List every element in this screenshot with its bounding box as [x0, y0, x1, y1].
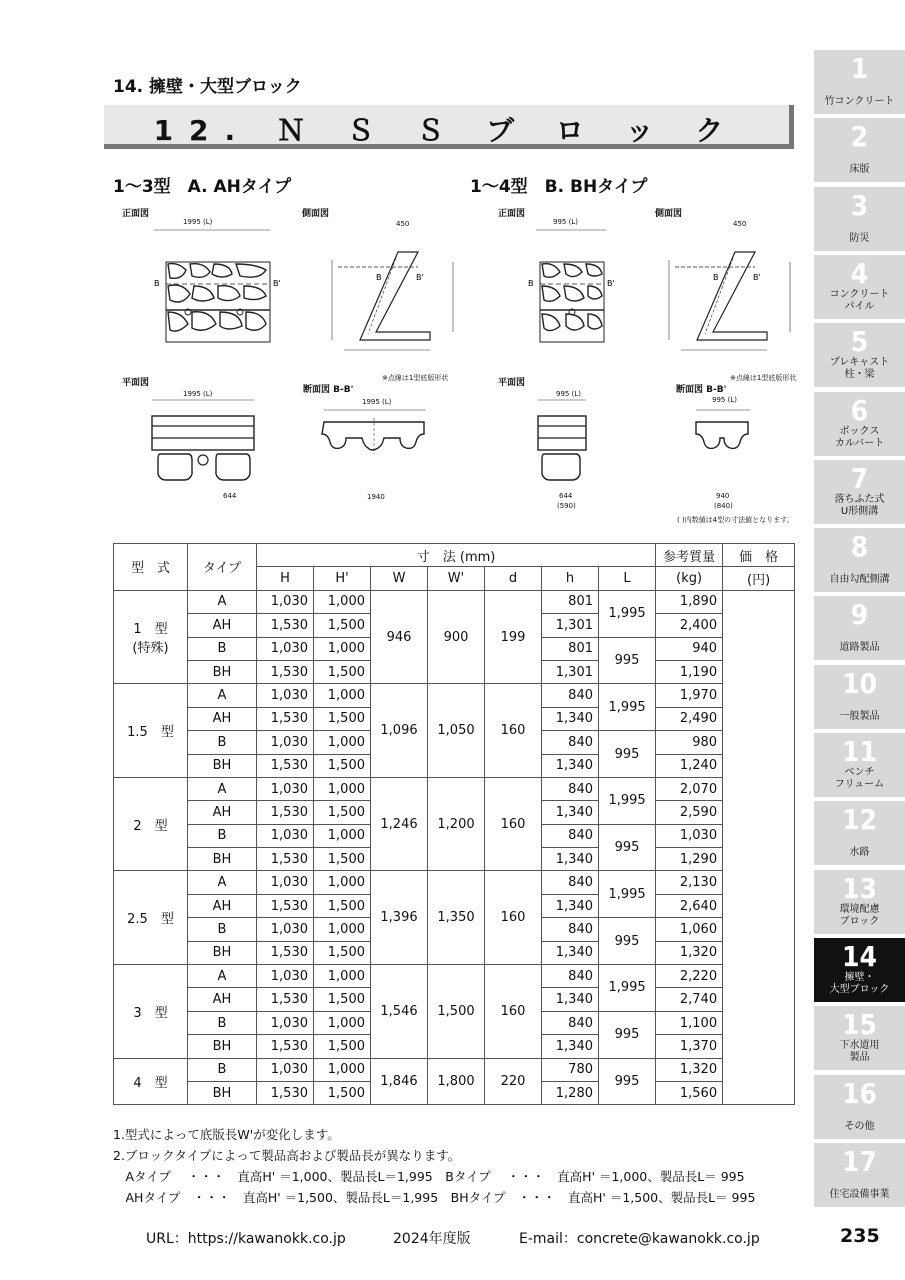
sidebar-tab-5[interactable] — [814, 323, 905, 387]
table-cell: 1,500 — [314, 988, 371, 1011]
side-view-label-a: 側面図 — [302, 209, 330, 219]
note-line: 2.ブロックタイプによって製品高および製品長が異なります。 — [113, 1148, 461, 1163]
table-cell: 1,000 — [314, 824, 371, 847]
section-label: 14. 擁壁・大型ブロック — [113, 77, 302, 97]
sidebar-tab-number: 12 — [841, 803, 878, 837]
sidebar-tab-label: その他 — [844, 1120, 875, 1132]
table-cell: 1,000 — [314, 965, 371, 988]
section-b-drawing — [690, 408, 760, 488]
table-cell: 840 — [542, 965, 599, 988]
dim-450-a: 450 — [396, 220, 410, 228]
footer-email[interactable]: E-mail：concrete@kawanokk.co.jp — [519, 1231, 760, 1247]
table-cell: 780 — [542, 1058, 599, 1081]
sidebar-tab-12[interactable] — [814, 801, 905, 865]
table-cell: 1,301 — [542, 660, 599, 683]
sidebar-tab-number: 1 — [850, 52, 869, 85]
sidebar-tab-label: 水路 — [849, 847, 870, 859]
sidebar-tab-number: 6 — [850, 393, 869, 427]
table-cell: 2 型 — [114, 777, 188, 871]
svg-text:B': B' — [273, 279, 281, 288]
sidebar-tab-number: 4 — [850, 256, 869, 290]
table-cell: 1,500 — [314, 707, 371, 730]
table-cell: 1,530 — [257, 1035, 314, 1058]
table-cell: 1,320 — [656, 1058, 723, 1081]
table-cell: 1,050 — [428, 684, 485, 778]
table-cell: 1,340 — [542, 894, 599, 917]
sidebar-tab-number: 9 — [850, 598, 869, 632]
table-cell: 1,500 — [428, 965, 485, 1059]
table-cell: 1,280 — [542, 1081, 599, 1104]
table-cell: 1,530 — [257, 754, 314, 777]
sidebar-tab-number: 8 — [850, 530, 869, 564]
table-cell: A — [188, 965, 257, 988]
table-cell: 1,320 — [656, 941, 723, 964]
sidebar-tab-number: 3 — [850, 188, 869, 222]
table-cell: 1,000 — [314, 777, 371, 800]
sidebar-tab-label: 擁壁・ 大型ブロック — [829, 971, 890, 995]
table-cell: 1,530 — [257, 1081, 314, 1104]
sidebar-tab-label: 落ちふた式 U形側溝 — [834, 493, 885, 517]
table-cell: 160 — [485, 684, 542, 778]
table-cell: 1,190 — [656, 660, 723, 683]
table-cell: 1,995 — [599, 590, 656, 637]
dim-1995-front: 1995 (L) — [183, 218, 213, 226]
table-cell: A — [188, 871, 257, 894]
dim-1995-plan: 1995 (L) — [183, 390, 213, 398]
table-cell: B — [188, 637, 257, 660]
table-cell: 1,340 — [542, 848, 599, 871]
table-cell: 1,560 — [656, 1081, 723, 1104]
table-cell: 1,301 — [542, 614, 599, 637]
table-cell: 995 — [599, 824, 656, 871]
dim-644-b: 644 — [223, 492, 237, 500]
note-line: AHタイプ ・・・ 直高H' ＝1,500、製品長L＝1,995 BHタイプ ・・・ 直高H' ＝1,500、製品長L＝ 995 — [113, 1190, 756, 1205]
section-a-drawing — [318, 408, 433, 488]
table-cell: 1,000 — [314, 1058, 371, 1081]
table-cell: 1,200 — [428, 777, 485, 871]
table-cell: 801 — [542, 590, 599, 613]
table-cell: BH — [188, 848, 257, 871]
table-cell: 1,030 — [257, 637, 314, 660]
table-cell: 1,546 — [371, 965, 428, 1059]
header-price: 価 格 — [723, 544, 795, 567]
table-cell: 1,246 — [371, 777, 428, 871]
table-row — [114, 777, 795, 800]
table-cell: 1,000 — [314, 1011, 371, 1034]
plan-view-b-drawing — [520, 398, 600, 498]
sidebar-tab-label: 竹コンクリート — [824, 96, 895, 107]
table-cell: 995 — [599, 918, 656, 965]
sidebar-tab-number: 13 — [841, 871, 878, 905]
note-inner-values: ( )内数値は4型の寸法値となります。 — [677, 516, 794, 524]
title-bar — [104, 105, 794, 149]
sidebar-tab-13[interactable] — [814, 870, 905, 934]
table-row — [114, 965, 795, 988]
table-cell: 1,000 — [314, 731, 371, 754]
table-cell: 1.5 型 — [114, 684, 188, 778]
dim-1940: 1940 — [367, 493, 385, 501]
table-cell: 1,100 — [656, 1011, 723, 1034]
table-cell: AH — [188, 707, 257, 730]
table-cell: 1,530 — [257, 988, 314, 1011]
table-cell: 840 — [542, 777, 599, 800]
table-cell: 1,530 — [257, 848, 314, 871]
notes — [113, 1124, 755, 1208]
sidebar-tab-1[interactable] — [814, 50, 905, 114]
sidebar-tab-3[interactable] — [814, 187, 905, 251]
table-cell: 1,340 — [542, 801, 599, 824]
header-type: 型 式 — [114, 544, 188, 591]
table-cell: AH — [188, 801, 257, 824]
dim-644-a: 644 — [559, 492, 573, 500]
table-cell: 1,340 — [542, 754, 599, 777]
sidebar-tab-number: 7 — [850, 461, 869, 495]
table-row — [114, 1058, 795, 1081]
table-cell: 1,340 — [542, 988, 599, 1011]
dim-995-front: 995 (L) — [553, 218, 578, 226]
table-row — [114, 684, 795, 707]
table-cell: 1,000 — [314, 684, 371, 707]
dim-450-b: 450 — [733, 220, 747, 228]
table-cell: AH — [188, 988, 257, 1011]
type-b-heading: 1～4型 B. BHタイプ — [470, 177, 648, 197]
table-cell: A — [188, 590, 257, 613]
table-cell: 1,500 — [314, 801, 371, 824]
header-dims: 寸 法 (mm) — [257, 544, 656, 567]
table-cell: 160 — [485, 965, 542, 1059]
side-view-a-drawing — [318, 222, 468, 372]
header-col-L: L — [599, 567, 656, 590]
table-cell: 1,030 — [257, 918, 314, 941]
table-cell: 1,970 — [656, 684, 723, 707]
sidebar-tab-number: 5 — [850, 325, 869, 359]
header-col-d: d — [485, 567, 542, 590]
table-cell: 840 — [542, 684, 599, 707]
sidebar-tab-14[interactable] — [814, 938, 905, 1002]
svg-text:B: B — [713, 273, 719, 282]
table-cell: 1,500 — [314, 1081, 371, 1104]
table-cell: BH — [188, 1035, 257, 1058]
sidebar-tab-number: 16 — [841, 1076, 878, 1110]
table-cell: 1,500 — [314, 894, 371, 917]
table-cell: 1,030 — [257, 1011, 314, 1034]
sidebar-tab-2[interactable] — [814, 118, 905, 182]
sidebar-tab-10[interactable] — [814, 665, 905, 729]
sidebar-tab-label: 下水道用 製品 — [839, 1040, 880, 1064]
sidebar-tab-label: 住宅設備事業 — [829, 1188, 890, 1200]
table-cell: 1,500 — [314, 614, 371, 637]
sidebar-tab-number: 15 — [841, 1008, 878, 1042]
table-cell: 2,640 — [656, 894, 723, 917]
table-cell: 1,530 — [257, 707, 314, 730]
header-kind: タイプ — [188, 544, 257, 591]
page-number: 235 — [840, 1225, 880, 1247]
table-cell: 1,030 — [257, 684, 314, 707]
table-cell: 980 — [656, 731, 723, 754]
svg-text:B: B — [154, 279, 160, 288]
table-cell: 1,396 — [371, 871, 428, 965]
table-cell: 2,400 — [656, 614, 723, 637]
sidebar-tab-number: 17 — [841, 1144, 878, 1178]
table-cell: 1,500 — [314, 660, 371, 683]
table-cell: 1 型 (特殊) — [114, 590, 188, 684]
table-cell: 3 型 — [114, 965, 188, 1059]
plan-view-label-b: 平面図 — [498, 378, 526, 388]
dim-940: 940 — [716, 492, 730, 500]
table-cell: 1,000 — [314, 637, 371, 660]
sidebar-tab-label: 床版 — [849, 164, 870, 176]
table-cell: 220 — [485, 1058, 542, 1105]
table-cell: 1,030 — [257, 1058, 314, 1081]
table-cell: 1,530 — [257, 801, 314, 824]
sidebar-tab-label: 環境配慮 ブロック — [839, 903, 880, 927]
table-cell: 840 — [542, 918, 599, 941]
table-cell: 1,096 — [371, 684, 428, 778]
sidebar-tab-label: 道路製品 — [839, 642, 880, 654]
sidebar-tab-8[interactable] — [814, 528, 905, 592]
table-cell: BH — [188, 754, 257, 777]
table-row — [114, 590, 795, 613]
table-cell: 1,030 — [257, 731, 314, 754]
svg-text:B': B' — [416, 273, 424, 282]
svg-text:B': B' — [607, 279, 615, 288]
side-view-label-b: 側面図 — [655, 209, 683, 219]
spec-table-body — [114, 590, 795, 1105]
footer-edition: 2024年度版 — [393, 1231, 471, 1247]
table-cell: 1,500 — [314, 1035, 371, 1058]
table-cell: B — [188, 1011, 257, 1034]
table-cell: 1,530 — [257, 941, 314, 964]
sidebar-tab-4[interactable] — [814, 255, 905, 319]
table-cell: 1,000 — [314, 590, 371, 613]
table-cell: 1,060 — [656, 918, 723, 941]
section-label-b: 断面図 B-B' — [676, 385, 727, 395]
table-cell: 1,030 — [257, 590, 314, 613]
dim-995-plan: 995 (L) — [556, 390, 581, 398]
table-cell: 1,030 — [257, 824, 314, 847]
sidebar-tab-6[interactable] — [814, 392, 905, 456]
table-cell: 995 — [599, 637, 656, 684]
table-cell: 840 — [542, 824, 599, 847]
table-cell: 1,240 — [656, 754, 723, 777]
sidebar-tab-17[interactable] — [814, 1143, 905, 1207]
sidebar-tab-label: 防災 — [849, 232, 870, 244]
header-col-h: h — [542, 567, 599, 590]
plan-view-a-drawing — [138, 398, 268, 498]
table-row — [114, 871, 795, 894]
price-cell — [723, 590, 795, 1105]
front-view-b-drawing — [520, 228, 620, 348]
sidebar-tab-11[interactable] — [814, 733, 905, 797]
table-cell: 160 — [485, 777, 542, 871]
table-cell: 2,590 — [656, 801, 723, 824]
table-cell: 2,490 — [656, 707, 723, 730]
header-col-W: W — [371, 567, 428, 590]
footer-url[interactable]: URL：https://kawanokk.co.jp — [146, 1231, 346, 1247]
sidebar-tab-9[interactable] — [814, 596, 905, 660]
svg-text:B: B — [528, 279, 534, 288]
table-cell: 995 — [599, 1058, 656, 1105]
front-view-label-b: 正面図 — [498, 209, 526, 219]
header-col-H: H — [257, 567, 314, 590]
table-cell: 1,890 — [656, 590, 723, 613]
front-view-label-a: 正面図 — [122, 209, 150, 219]
sidebar-tab-16[interactable] — [814, 1075, 905, 1139]
note-line: Aタイプ ・・・ 直高H' ＝1,000、製品長L＝1,995 Bタイプ ・・・ 直高H' ＝1,000、製品長L＝ 995 — [113, 1169, 745, 1184]
dim-840: (840) — [714, 502, 733, 510]
sidebar-tab-label: 一般製品 — [839, 710, 880, 722]
table-cell: 1,370 — [656, 1035, 723, 1058]
table-cell: BH — [188, 1081, 257, 1104]
sidebar-tab-number: 2 — [850, 120, 869, 154]
table-cell: 1,290 — [656, 848, 723, 871]
table-cell: 1,340 — [542, 941, 599, 964]
sidebar-tab-15[interactable] — [814, 1006, 905, 1070]
table-cell: 2,070 — [656, 777, 723, 800]
table-cell: 4 型 — [114, 1058, 188, 1105]
table-cell: 900 — [428, 590, 485, 684]
svg-text:B': B' — [753, 273, 761, 282]
table-cell: 2,130 — [656, 871, 723, 894]
note-dotted-a: ※点線は1型底版形状 — [382, 374, 449, 382]
table-cell: 1,500 — [314, 941, 371, 964]
table-cell: 995 — [599, 1011, 656, 1058]
sidebar-tab-label: 自由勾配側溝 — [829, 574, 890, 586]
table-cell: 1,340 — [542, 707, 599, 730]
table-cell: 1,846 — [371, 1058, 428, 1105]
table-cell: AH — [188, 894, 257, 917]
table-cell: 1,995 — [599, 777, 656, 824]
header-weight-unit: (kg) — [656, 567, 723, 590]
side-view-b-drawing — [655, 222, 805, 372]
type-a-heading: 1～3型 A. AHタイプ — [113, 177, 292, 197]
table-cell: A — [188, 777, 257, 800]
sidebar-tab-label: コンクリート パイル — [829, 288, 890, 312]
table-cell: 840 — [542, 1011, 599, 1034]
sidebar-tab-label: プレキャスト 柱・梁 — [829, 357, 890, 381]
sidebar-tab-label: ベンチ フリューム — [834, 767, 885, 790]
table-cell: 1,340 — [542, 1035, 599, 1058]
sidebar-tab-number: 14 — [841, 939, 878, 973]
section-label-a: 断面図 B-B' — [303, 385, 354, 395]
table-cell: AH — [188, 614, 257, 637]
table-cell: 801 — [542, 637, 599, 660]
table-cell: 1,530 — [257, 894, 314, 917]
table-cell: BH — [188, 941, 257, 964]
front-view-a-drawing — [150, 228, 285, 348]
table-cell: 1,030 — [656, 824, 723, 847]
sidebar-tab-7[interactable] — [814, 460, 905, 524]
sidebar-tab-number: 10 — [841, 666, 878, 700]
sidebar-tab-label: ボックス カルバート — [834, 425, 885, 449]
table-cell: 1,030 — [257, 871, 314, 894]
table-cell: B — [188, 918, 257, 941]
table-cell: 160 — [485, 871, 542, 965]
header-weight: 参考質量 — [656, 544, 723, 567]
table-cell: 199 — [485, 590, 542, 684]
table-cell: 2,740 — [656, 988, 723, 1011]
table-cell: 840 — [542, 871, 599, 894]
dim-995-section: 995 (L) — [712, 396, 737, 404]
sidebar-tab-number: 11 — [841, 735, 878, 768]
table-cell: 946 — [371, 590, 428, 684]
table-cell: 840 — [542, 731, 599, 754]
table-cell: 1,000 — [314, 871, 371, 894]
page-title: 12. Ｎ Ｓ Ｓ ブ ロ ッ ク — [153, 114, 740, 147]
table-cell: 2,220 — [656, 965, 723, 988]
header-price-unit: (円) — [723, 567, 795, 590]
table-cell: 1,995 — [599, 965, 656, 1012]
table-cell: 995 — [599, 731, 656, 778]
table-cell: B — [188, 824, 257, 847]
table-cell: 1,995 — [599, 871, 656, 918]
table-cell: 1,500 — [314, 754, 371, 777]
table-cell: 1,500 — [314, 848, 371, 871]
plan-view-label-a: 平面図 — [122, 378, 150, 388]
table-cell: A — [188, 684, 257, 707]
note-line: 1.型式によって底版長W'が変化します。 — [113, 1127, 340, 1142]
table-cell: 1,530 — [257, 614, 314, 637]
table-cell: BH — [188, 660, 257, 683]
table-cell: 940 — [656, 637, 723, 660]
table-cell: 1,995 — [599, 684, 656, 731]
table-cell: B — [188, 731, 257, 754]
svg-text:B: B — [376, 273, 382, 282]
table-cell: B — [188, 1058, 257, 1081]
dim-590: (590) — [557, 502, 576, 510]
table-cell: 2.5 型 — [114, 871, 188, 965]
table-cell: 1,530 — [257, 660, 314, 683]
table-cell: 1,800 — [428, 1058, 485, 1105]
note-dotted-b: ※点線は1型底版形状 — [730, 374, 797, 382]
table-cell: 1,030 — [257, 777, 314, 800]
table-cell: 1,000 — [314, 918, 371, 941]
header-col-Hp: H' — [314, 567, 371, 590]
spec-table — [113, 543, 795, 1105]
header-col-Wp: W' — [428, 567, 485, 590]
dim-1995-section: 1995 (L) — [362, 398, 392, 406]
table-cell: 1,030 — [257, 965, 314, 988]
table-cell: 1,350 — [428, 871, 485, 965]
